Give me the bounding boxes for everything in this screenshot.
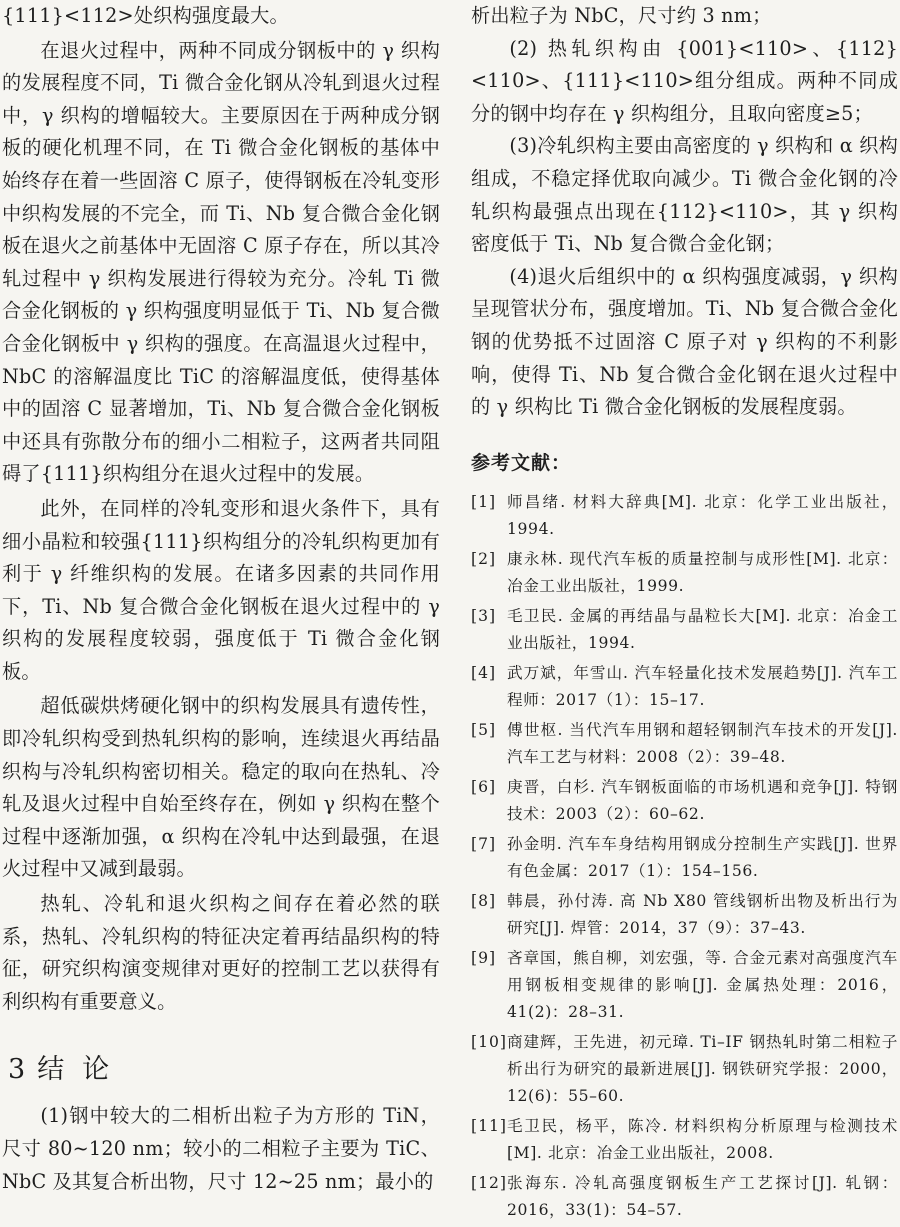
conclusion-1: (1)钢中较大的二相析出粒子为方形的 TiN，尺寸 80~120 nm；较小的二相粒子主要为 TiC、NbC 及其复合析出物，尺寸 12~25 nm；最小的	[2, 1104, 440, 1193]
section-title: 结论	[37, 1054, 128, 1086]
reference-text: 吝章国，熊自柳，刘宏强，等. 合金元素对高强度汽车用钢板相变规律的影响[J]. 金属热处理：2016，41(2)：28–31.	[507, 948, 898, 1022]
paragraph-texture-inheritance: 超低碳烘烤硬化钢中的织构发展具有遗传性，即冷轧织构受到热轧织构的影响，连续退火再结晶织构与冷轧织构密切相关。稳定的取向在热轧、冷轧及退火过程中自始至终存在，例如 γ 织构在整个过程中逐渐加强，α 织构在冷轧中达到最强，在退火过程中又减到最弱。	[2, 694, 440, 881]
reference-text: 孙金明. 汽车车身结构用钢成分控制生产实践[J]. 世界有色金属：2017（1）：154–156.	[507, 834, 898, 880]
reference-number: [3]	[471, 606, 497, 625]
section-heading-conclusion	[8, 1040, 440, 1100]
reference-text: 毛卫民. 金属的再结晶与晶粒长大[M]. 北京：冶金工业出版社，1994.	[507, 606, 898, 652]
reference-item	[471, 546, 898, 600]
reference-number: [7]	[471, 834, 497, 853]
reference-text: 商建辉，王先进，初元璋. Ti–IF 钢热轧时第二相粒子析出行为研究的最新进展[J]. 钢铁研究学报：2000，12(6)：55–60.	[507, 1032, 898, 1106]
paragraph-cold-rolling-conditions: 此外，在同样的冷轧变形和退火条件下，具有细小晶粒和较强{111}织构组分的冷轧织构更加有利于 γ 纤维织构的发展。在诸多因素的共同作用下，Ti、Nb 复合微合金化钢板在退火过程中的 γ 织构的发展程度较弱，强度低于 Ti 微合金化钢板。	[2, 496, 440, 683]
reference-text: 康永林. 现代汽车板的质量控制与成形性[M]. 北京：冶金工业出版社，1999.	[507, 549, 898, 595]
conclusion-3: (3)冷轧织构主要由高密度的 γ 织构和 α 织构组成，不稳定择优取向减少。Ti 微合金化钢的冷轧织构最强点出现在{112}<110>，其 γ 织构密度低于 Ti、Nb 复合微合金化钢；	[471, 134, 898, 256]
conclusion-1-continued: 析出粒子为 NbC，尺寸约 3 nm；	[471, 4, 772, 27]
reference-list	[471, 489, 898, 1225]
conclusion-2: (2) 热轧织构由 {001}<110>、{112}<110>、{111}<110>组分组成。两种不同成分的钢中均存在 γ 织构组分，且取向密度≥5；	[471, 36, 898, 125]
reference-item	[471, 717, 898, 771]
reference-item	[471, 1113, 898, 1167]
reference-item	[471, 603, 898, 657]
reference-number: [10]	[471, 1032, 508, 1051]
section-number: 3	[8, 1054, 26, 1086]
reference-text: 韩晨，孙付涛. 高 Nb X80 管线钢析出物及析出行为研究[J]. 焊管：2014，37（9）：37–43.	[507, 891, 898, 937]
reference-item	[471, 831, 898, 885]
reference-number: [4]	[471, 663, 497, 682]
reference-number: [9]	[471, 948, 497, 967]
left-column	[0, 0, 440, 1198]
reference-number: [2]	[471, 549, 497, 568]
reference-item	[471, 888, 898, 942]
reference-item	[471, 660, 898, 714]
reference-number: [5]	[471, 720, 497, 739]
reference-item	[471, 774, 898, 828]
conclusion-4: (4)退火后组织中的 α 织构强度减弱，γ 织构呈现管状分布，强度增加。Ti、Nb 复合微合金化钢的优势抵不过固溶 C 原子对 γ 织构的不利影响，使得 Ti、Nb 复合微合金化钢在退火过程中的 γ 织构比 Ti 微合金化钢板的发展程度弱。	[471, 264, 898, 419]
reference-item	[471, 945, 898, 1027]
reference-text: 师昌绪. 材料大辞典[M]. 北京：化学工业出版社，1994.	[507, 492, 898, 538]
right-column	[471, 0, 898, 1227]
reference-number: [11]	[471, 1117, 508, 1136]
reference-text: 庚晋，白杉. 汽车钢板面临的市场机遇和竞争[J]. 特钢技术：2003（2）：60–62.	[507, 777, 898, 823]
reference-number: [1]	[471, 492, 497, 511]
paragraph-continued: {111}<112>处织构强度最大。	[2, 4, 289, 27]
reference-item	[471, 1029, 898, 1111]
reference-text: 武万斌，年雪山. 汽车轻量化技术发展趋势[J]. 汽车工程师：2017（1）：15–17.	[507, 663, 898, 709]
reference-text: 毛卫民，杨平，陈冷. 材料织构分析原理与检测技术[M]. 北京：冶金工业出版社，2008.	[507, 1117, 898, 1163]
paragraph-annealing-gamma: 在退火过程中，两种不同成分钢板中的 γ 织构的发展程度不同，Ti 微合金化钢从冷轧到退火过程中，γ 织构的增幅较大。主要原因在于两种成分钢板的硬化机理不同，在 Ti 微合金化钢板的基体中始终存在着一些固溶 C 原子，使得钢板在冷轧变形中织构发展的不完全，而 Ti、Nb 复合微合金化钢板在退火之前基体中无固溶 C 原子存在，所以其冷轧过程中 γ 织构发展进行得较为充分。冷轧 Ti 微合金化钢板的 γ 织构强度明显低于 Ti、Nb 复合微合金化钢板中 γ 织构的强度。在高温退火过程中，NbC 的溶解温度比 TiC 的溶解温度低，使得基体中的固溶 C 显著增加，Ti、Nb 复合微合金化钢板中还具有弥散分布的细小二相粒子，这两者共同阻碍了{111}织构组分在退火过程中的发展。	[2, 38, 440, 486]
references-heading: 参考文献：	[471, 451, 572, 474]
reference-number: [6]	[471, 777, 497, 796]
reference-item	[471, 1170, 898, 1224]
reference-number: [8]	[471, 891, 497, 910]
reference-number: [12]	[471, 1174, 508, 1193]
paragraph-texture-significance: 热轧、冷轧和退火织构之间存在着必然的联系，热轧、冷轧织构的特征决定着再结晶织构的特征，研究织构演变规律对更好的控制工艺以获得有利织构有重要意义。	[2, 892, 440, 1013]
reference-text: 傅世枢. 当代汽车用钢和超轻钢制汽车技术的开发[J]. 汽车工艺与材料：2008（2）：39–48.	[507, 720, 898, 766]
reference-text: 张海东. 冷轧高强度钢板生产工艺探讨[J]. 轧钢：2016，33(1)：54–57.	[507, 1174, 898, 1220]
reference-item	[471, 489, 898, 543]
